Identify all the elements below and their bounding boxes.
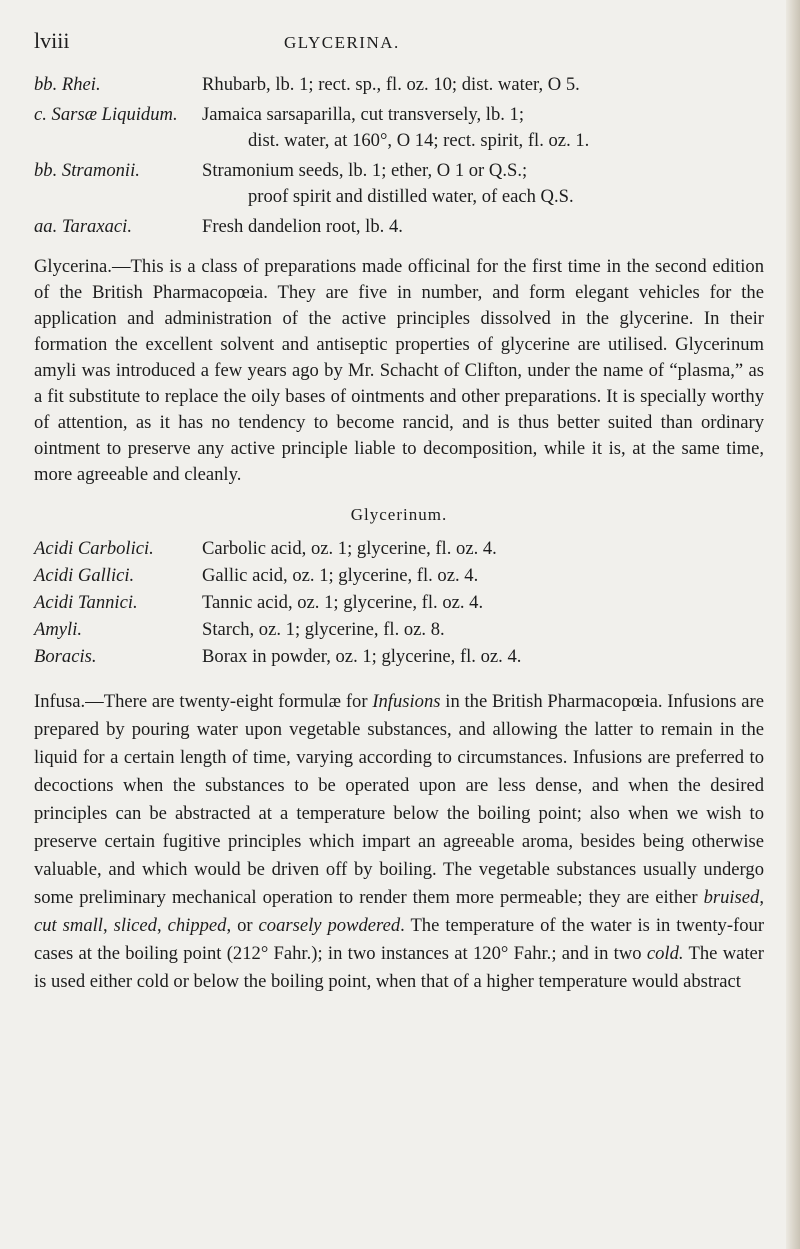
glycerinum-item <box>34 617 764 643</box>
infusa-italic-term: cold. <box>646 943 684 964</box>
glycerinum-subheading: Glycerinum. <box>350 505 448 524</box>
infusa-text: The water is used either cold or below the boiling point, when that of a higher temperature would abstract <box>34 943 764 992</box>
infusa-italic-term: bruised <box>703 887 760 908</box>
infusa-italic-term: Infusions <box>372 691 441 712</box>
recipe-rhei <box>34 72 764 98</box>
recipe-text: Rhubarb, lb. 1; rect. sp., fl. oz. 10; dist. water, O 5. <box>202 74 580 95</box>
glycerina-heading: Glycerina. <box>34 256 112 277</box>
glycerina-paragraph <box>34 254 764 488</box>
recipe-taraxaci <box>34 214 764 240</box>
page-header <box>34 28 764 66</box>
glycerinum-text: Starch, oz. 1; glycerine, fl. oz. 8. <box>202 619 445 640</box>
book-page <box>34 28 764 1015</box>
recipe-sarsae <box>34 102 764 154</box>
glycerinum-label: Acidi Tannici. <box>34 592 138 613</box>
infusa-text: —There are twenty-eight formulæ for <box>85 691 373 712</box>
recipe-stramonii <box>34 158 764 210</box>
running-head: GLYCERINA. <box>284 33 400 52</box>
recipe-text-continued: proof spirit and distilled water, of each Q.S. <box>248 186 574 207</box>
recipe-text: Fresh dandelion root, lb. 4. <box>202 216 403 237</box>
glycerinum-text: Tannic acid, oz. 1; glycerine, fl. oz. 4. <box>202 592 484 613</box>
glycerinum-text: Borax in powder, oz. 1; glycerine, fl. oz. 4. <box>202 646 522 667</box>
recipe-label: bb. Rhei. <box>34 74 101 95</box>
glycerinum-item <box>34 590 764 616</box>
recipe-label: c. Sarsæ Liquidum. <box>34 104 178 125</box>
glycerinum-text: Gallic acid, oz. 1; glycerine, fl. oz. 4. <box>202 565 479 586</box>
infusa-italic-term: sliced <box>113 915 157 936</box>
glycerinum-label: Acidi Carbolici. <box>34 538 154 559</box>
infusa-italic-term: coarsely powdered <box>258 915 401 936</box>
glycerinum-item <box>34 644 764 670</box>
page-edge-shadow <box>786 0 800 1249</box>
recipe-text: Stramonium seeds, lb. 1; ether, O 1 or Q.S.; <box>202 160 528 181</box>
recipe-label: bb. Stramonii. <box>34 160 140 181</box>
infusa-text: The temperature of the water is in twenty-four cases at the boiling point (212° Fahr.); in two instances at 120° Fahr.; and in two <box>34 915 765 964</box>
glycerinum-item <box>34 536 764 562</box>
glycerinum-text: Carbolic acid, oz. 1; glycerine, fl. oz. 4. <box>202 538 497 559</box>
page-number: lviii <box>34 28 70 53</box>
glycerinum-label: Boracis. <box>34 646 97 667</box>
infusa-heading: Infusa. <box>34 691 86 712</box>
glycerinum-label: Acidi Gallici. <box>34 565 135 586</box>
glycerina-text: —This is a class of preparations made officinal for the first time in the second edition of the British Pharmacopœia. They are five in number, and form elegant vehicles for the application and administration of the active principles dissolved in the glycerine. In their formation the excellent solvent and antiseptic properties of glycerine are utilised. Glycerinum amyli was introduced a few years ago by Mr. Schacht of Clifton, under the name of “plasma,” as a fit substitute to replace the oily bases of ointments and other preparations. It is specially worthy of attention, as it has no tendency to become rancid, and is thus better suited than ordinary ointment to preserve any active principle liable to decomposition, while it is, at the same time, more agreeable and cleanly. <box>34 256 764 485</box>
recipe-text: Jamaica sarsaparilla, cut transversely, lb. 1; <box>202 104 524 125</box>
infusa-italic-term: cut small <box>34 915 103 936</box>
infusa-text: in the British Pharmacopœia. Infusions are prepared by pouring water upon vegetable substances, and allowing the latter to remain in the liquid for a certain length of time, varying according to circumstances. Infusions are preferred to decoctions when the substances to be operated upon are less dense, and when the desired principles can be abstracted at a temperature below the boiling point; also when we wish to preserve certain fugitive principles which impart an agreeable aroma, besides being otherwise valuable, and which would be driven off by boiling. The vegetable substances usually undergo some preliminary mechanical operation to render them more permeable; they are either <box>34 691 764 908</box>
glycerinum-item <box>34 563 764 589</box>
recipe-label: aa. Taraxaci. <box>34 216 132 237</box>
glycerinum-label: Amyli. <box>34 619 83 640</box>
recipe-text-continued: dist. water, at 160°, O 14; rect. spirit, fl. oz. 1. <box>248 130 590 151</box>
infusa-paragraph: Infusa.—There are twenty-eight formulæ for Infusions in the British Pharmacopœia. Infusions are prepared by pouring water upon vegetable substances, and allowing the latter to remain in the liquid for a certain length of time, varying according to circumstances. Infusions are preferred to decoctions when the substances to be operated upon are less dense, and when the desired principles can be abstracted at a temperature below the boiling point; also when we wish to preserve certain fugitive principles which impart an agreeable aroma, besides being otherwise valuable, and which would be driven off by boiling. The vegetable substances usually undergo some preliminary mechanical operation to render them more permeable; they are either bruised, cut small, sliced, chipped, or coarsely powdered. The temperature of the water is in twenty-four cases at the boiling point (212° Fahr.); in two instances at 120° Fahr.; and in two cold. The water is used either cold or below the boiling point, when that of a higher temperature would abstract <box>34 691 765 992</box>
recipe-list-top <box>34 72 764 240</box>
infusa-italic-term: chipped <box>167 915 227 936</box>
glycerinum-list <box>34 536 764 670</box>
